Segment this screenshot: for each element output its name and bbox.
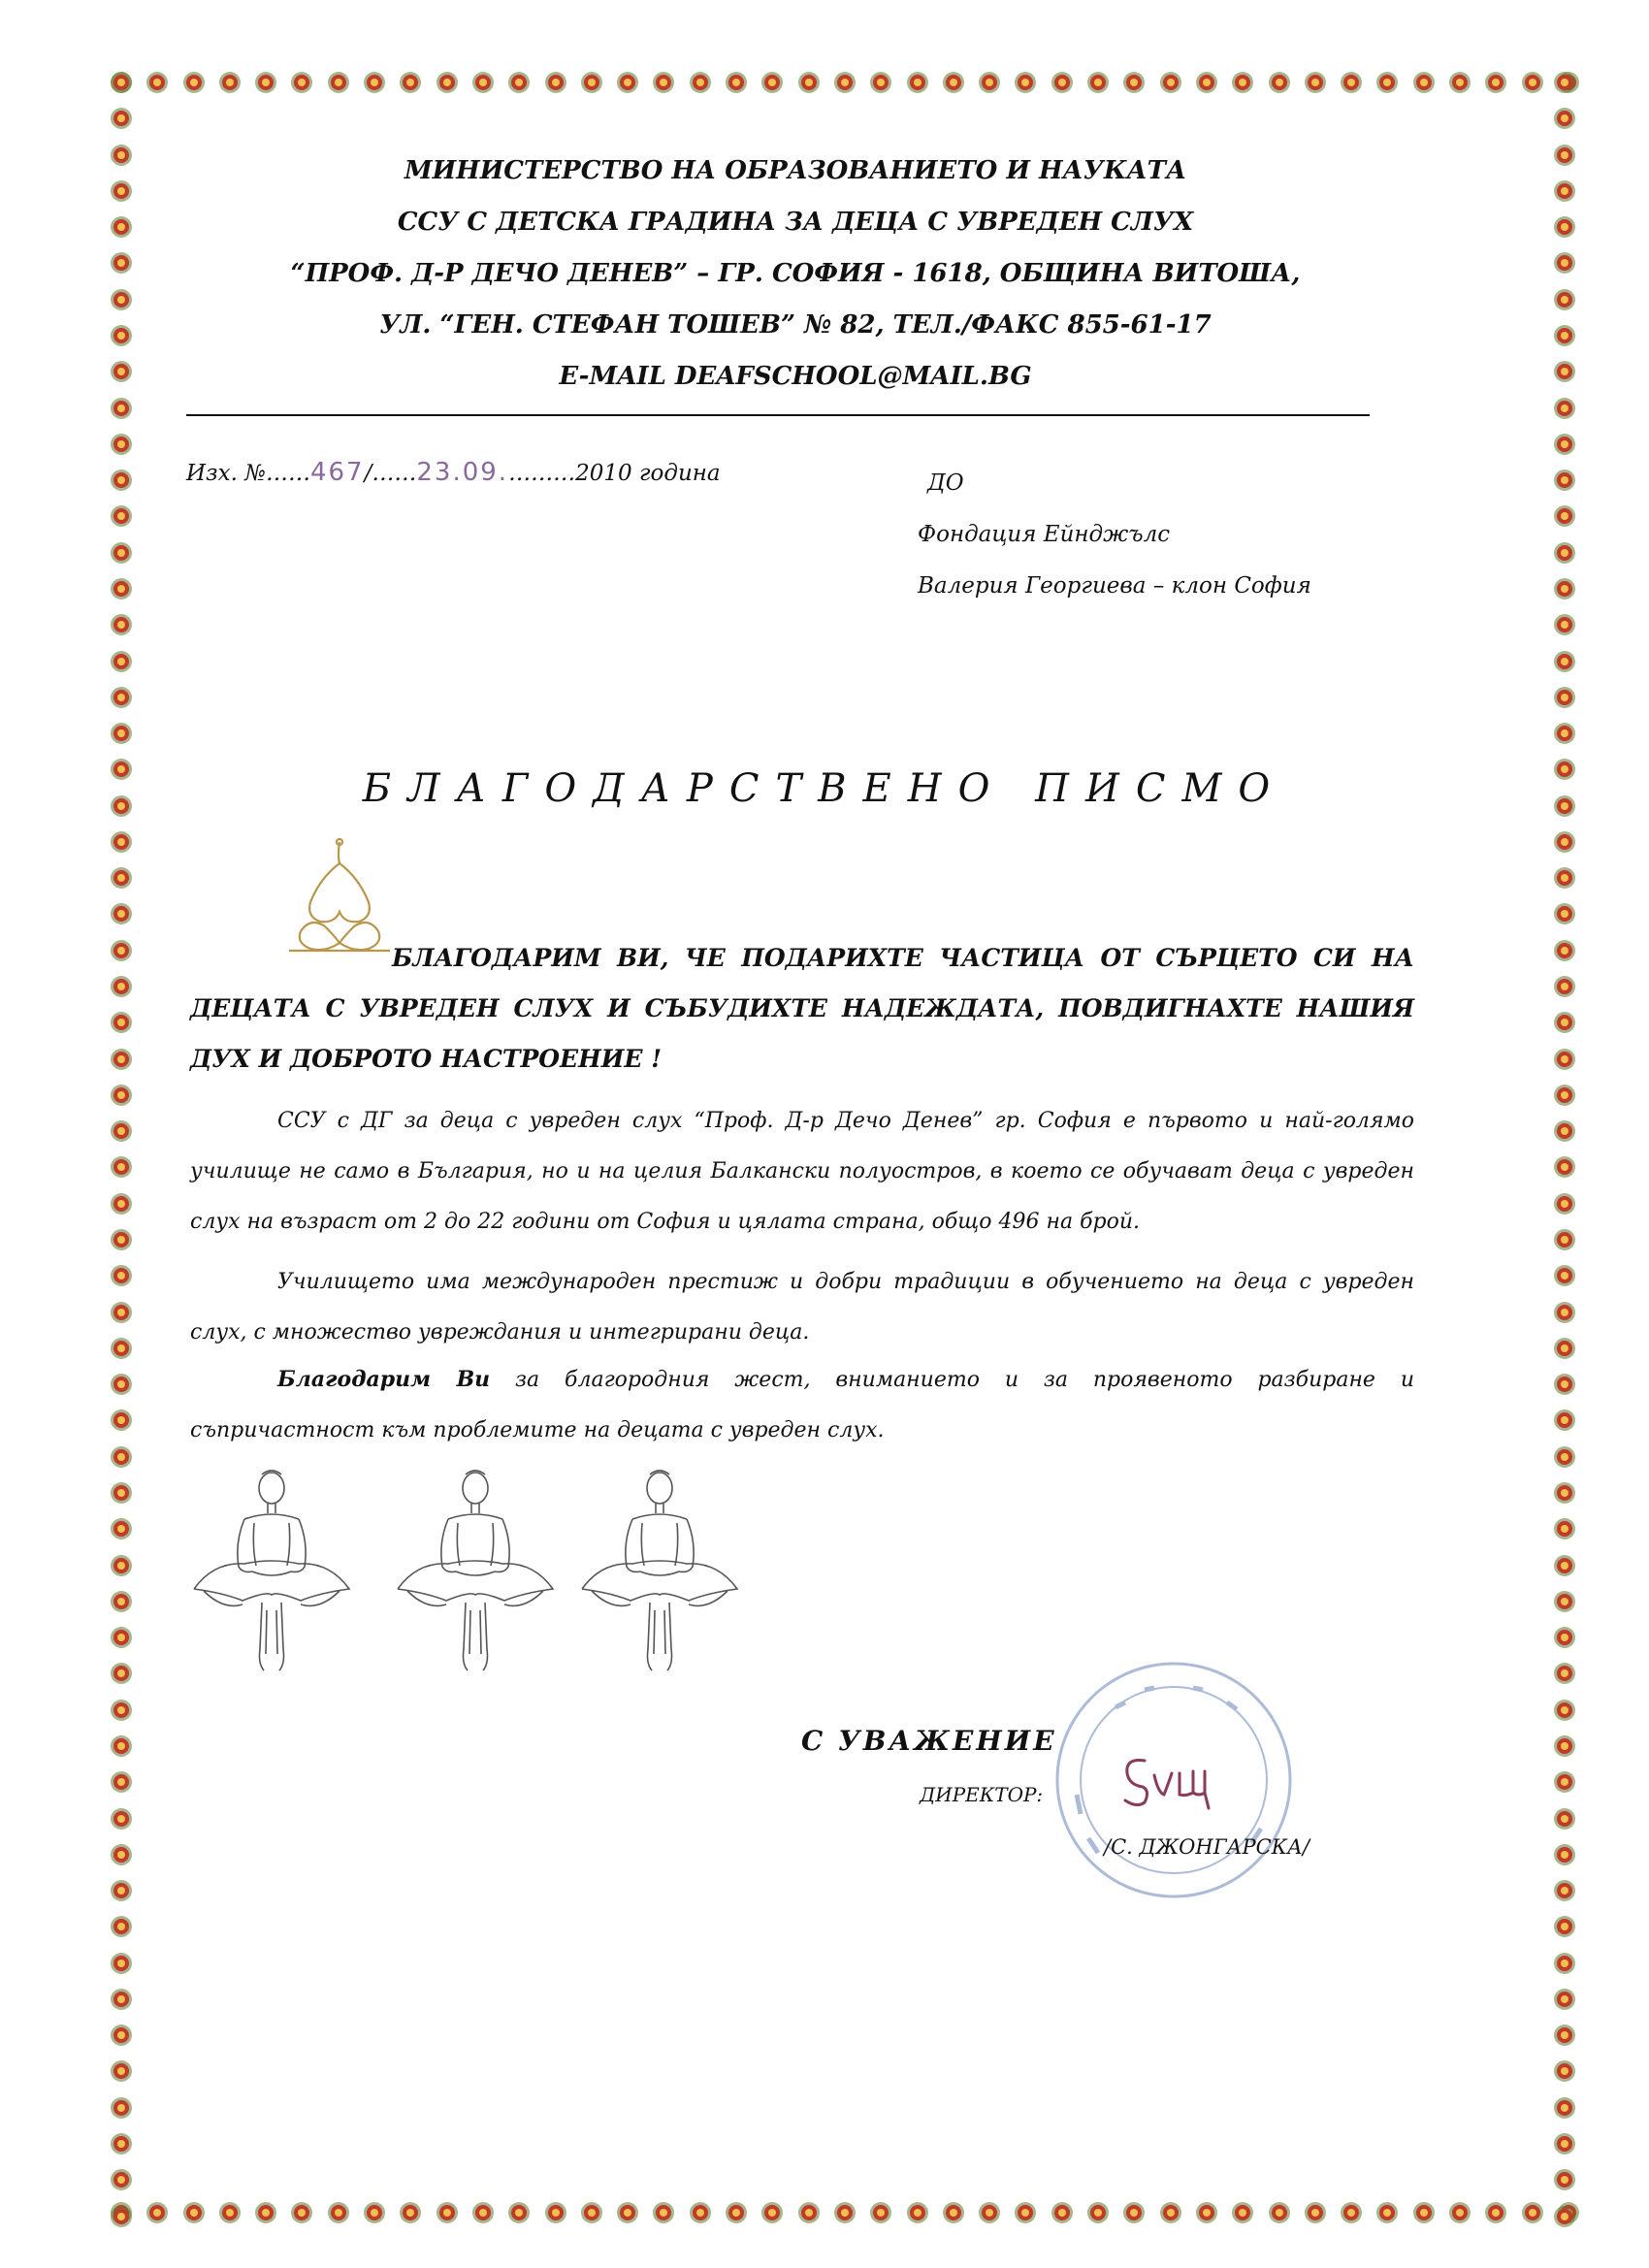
flower-icon [905, 70, 930, 95]
flower-icon [398, 70, 423, 95]
flower-icon [1158, 2200, 1183, 2225]
recipient-to: ДО [927, 470, 964, 496]
flower-icon [1552, 2131, 1577, 2156]
flower-icon [1303, 2200, 1328, 2225]
flower-icon [1552, 1010, 1577, 1035]
flower-icon [109, 1516, 134, 1541]
flower-icon [977, 2200, 1002, 2225]
flower-icon [1194, 70, 1219, 95]
flower-icon [1303, 70, 1328, 95]
flower-icon [1552, 1987, 1577, 2012]
flower-icon [688, 2200, 713, 2225]
flower-icon [1085, 2200, 1111, 2225]
flower-icon [109, 2095, 134, 2121]
flower-icon [1552, 1625, 1577, 1650]
flower-icon [109, 1661, 134, 1686]
flower-icon [868, 2200, 893, 2225]
ballerinas-illustration [184, 1453, 747, 1744]
flower-icon [109, 612, 134, 637]
flower-icon [1552, 2204, 1577, 2229]
flower-icon [1552, 1083, 1577, 1108]
flower-icon [651, 2200, 676, 2225]
flower-icon [1267, 2200, 1292, 2225]
flower-icon [1374, 70, 1400, 95]
flower-icon [470, 2200, 496, 2225]
reference-prefix: Изх. № [186, 461, 266, 486]
flower-icon [109, 1625, 134, 1650]
flower-icon [941, 70, 966, 95]
flower-icon [109, 974, 134, 999]
flower-icon [181, 70, 207, 95]
flower-icon [109, 2023, 134, 2048]
flower-icon [1552, 1914, 1577, 1939]
flower-icon [326, 2200, 351, 2225]
flower-icon [1374, 2200, 1400, 2225]
flower-icon [1552, 106, 1577, 131]
flower-icon [1552, 1408, 1577, 1433]
flower-icon [615, 70, 640, 95]
flower-icon [109, 1480, 134, 1506]
flower-icon [109, 865, 134, 891]
letterhead-address-phone: УЛ. “ГЕН. СТЕФАН ТОШЕВ” № 82, ТЕЛ./ФАКС 855-61-17 [379, 310, 1212, 340]
paragraph-prestige-text: Училището има международен престиж и добри традиции в обучението на деца с увреден слух, с множество увреждания и интегрирани деца. [190, 1270, 1414, 1345]
flower-icon [109, 432, 134, 457]
flower-icon [109, 70, 134, 95]
letterhead-email: E-MAIL DEAFSCHOOL@MAIL.BG [559, 362, 1032, 391]
flower-icon [109, 106, 134, 131]
flower-icon [1447, 2200, 1472, 2225]
flower-icon [109, 2131, 134, 2156]
floral-border-bottom [109, 2200, 1581, 2229]
flower-icon [109, 576, 134, 601]
flower-icon [1552, 1336, 1577, 1361]
letterhead [0, 146, 1591, 403]
flower-icon [109, 1372, 134, 1397]
flower-icon [109, 1118, 134, 1144]
flower-icon [109, 938, 134, 963]
flower-icon [543, 2200, 568, 2225]
flower-icon [1552, 468, 1577, 493]
closing-salutation: С УВАЖЕНИЕ [801, 1725, 1057, 1757]
flower-icon [109, 1300, 134, 1325]
flower-icon [217, 70, 242, 95]
flower-icon [1552, 901, 1577, 926]
flower-icon [109, 468, 134, 493]
flower-icon [1552, 865, 1577, 891]
flower-icon [1552, 1516, 1577, 1541]
flower-icon [289, 70, 314, 95]
flower-icon [109, 1698, 134, 1723]
thanks-statement-text: БЛАГОДАРИМ ВИ, ЧЕ ПОДАРИХТЕ ЧАСТИЦА ОТ СЪРЦЕТО СИ НА ДЕЦАТА С УВРЕДЕН СЛУХ И СЪБУДИХТЕ НАДЕЖДАТА, ПОВДИГНАХТЕ НАШИЯ ДУХ И ДОБРОТО НАСТРОЕНИЕ ! [190, 944, 1414, 1073]
flower-icon [1552, 2095, 1577, 2121]
flower-icon [941, 2200, 966, 2225]
flower-icon [1552, 1480, 1577, 1506]
flower-icon [1552, 1951, 1577, 1976]
flower-icon [1552, 974, 1577, 999]
flower-icon [109, 1227, 134, 1252]
flower-icon [109, 1842, 134, 1867]
flower-icon [1230, 2200, 1255, 2225]
director-label: ДИРЕКТОР: [920, 1783, 1044, 1806]
flower-icon [398, 2200, 423, 2225]
flower-icon [1121, 70, 1147, 95]
flower-icon [1013, 70, 1038, 95]
flower-icon [1552, 540, 1577, 566]
flower-icon [1050, 2200, 1075, 2225]
flower-icon [1447, 70, 1472, 95]
recipient-organization: Фондация Ейнджълс [918, 522, 1171, 547]
flower-icon [1552, 2167, 1577, 2192]
flower-icon [1230, 70, 1255, 95]
flower-icon [1552, 432, 1577, 457]
flower-icon [579, 70, 604, 95]
flower-icon [1552, 1553, 1577, 1578]
flower-icon [109, 1769, 134, 1795]
flower-icon [109, 1336, 134, 1361]
flower-icon [1552, 1047, 1577, 1072]
flower-icon [109, 1987, 134, 2012]
flower-icon [1552, 503, 1577, 529]
flower-icon [1411, 2200, 1437, 2225]
flower-icon [796, 70, 822, 95]
flower-icon [868, 70, 893, 95]
recipient-person: Валерия Георгиева – клон София [918, 573, 1311, 599]
letterhead-divider [186, 414, 1370, 416]
flower-icon [109, 540, 134, 566]
flower-icon [1552, 576, 1577, 601]
flower-icon [1552, 2023, 1577, 2048]
flower-icon [724, 2200, 749, 2225]
flower-icon [1552, 1263, 1577, 1288]
flower-icon [651, 70, 676, 95]
flower-icon [1552, 1842, 1577, 1867]
outgoing-reference: Изх. №……467/……23.09.………2010 година [186, 458, 721, 487]
flower-icon [1552, 1733, 1577, 1759]
flower-icon [543, 70, 568, 95]
letterhead-name-city: “ПРОФ. Д-Р ДЕЧО ДЕНЕВ” – ГР. СОФИЯ - 1618, ОБЩИНА ВИТОША, [290, 259, 1301, 288]
flower-icon [109, 1408, 134, 1433]
flower-icon [832, 2200, 857, 2225]
flower-icon [1483, 2200, 1508, 2225]
flower-icon [109, 1553, 134, 1578]
flower-icon [253, 70, 278, 95]
flower-icon [1552, 1878, 1577, 1903]
flower-icon [470, 70, 496, 95]
director-name: /С. ДЖОНГАРСКА/ [1104, 1835, 1310, 1859]
flower-icon [1013, 2200, 1038, 2225]
letterhead-ministry: МИНИСТЕРСТВО НА ОБРАЗОВАНИЕТО И НАУКАТА [404, 156, 1187, 185]
flower-icon [109, 1589, 134, 1614]
letter-title: БЛАГОДАРСТВЕНО ПИСМО [362, 766, 1287, 811]
flower-icon [435, 2200, 460, 2225]
reference-year: 2010 година [575, 461, 721, 486]
flower-icon [1552, 1227, 1577, 1252]
flower-icon [109, 1914, 134, 1939]
flower-icon [362, 2200, 387, 2225]
flower-icon [1552, 1444, 1577, 1470]
flower-icon [760, 2200, 785, 2225]
flower-icon [1552, 1769, 1577, 1795]
flower-icon [1552, 649, 1577, 674]
paragraph-school-info-text: ССУ с ДГ за деца с увреден слух “Проф. Д-р Дечо Денев” гр. София е първото и най-голямо училище не само в България, но и на целия Балкански полуостров, в което се обучават деца с увреден слух на възраст от 2 до 22 години от София и цялата страна, общо 496 на брой. [190, 1109, 1414, 1234]
flower-icon [109, 2204, 134, 2229]
flower-icon [109, 649, 134, 674]
flower-icon [1339, 2200, 1364, 2225]
flower-icon [109, 1191, 134, 1216]
flower-icon [1552, 1698, 1577, 1723]
flower-icon [1552, 612, 1577, 637]
flower-icon [1552, 2058, 1577, 2084]
flower-icon [1339, 70, 1364, 95]
flower-icon [1050, 70, 1075, 95]
flower-icon [506, 2200, 532, 2225]
flower-icon [109, 1951, 134, 1976]
flower-icon [109, 1263, 134, 1288]
flower-icon [1552, 70, 1577, 95]
flower-icon [1552, 1191, 1577, 1216]
flower-icon [1483, 70, 1508, 95]
flower-icon [109, 829, 134, 855]
flower-icon [1552, 1589, 1577, 1614]
flower-icon [362, 70, 387, 95]
flower-icon [905, 2200, 930, 2225]
paragraph-gratitude [190, 1354, 1414, 1456]
flower-icon [1552, 1154, 1577, 1180]
flower-icon [1121, 2200, 1147, 2225]
reference-separator: / [364, 461, 372, 486]
flower-icon [579, 2200, 604, 2225]
flower-icon [435, 70, 460, 95]
flower-icon [1552, 1300, 1577, 1325]
paragraph-school-info [190, 1096, 1414, 1247]
flower-icon [109, 901, 134, 926]
flower-icon [977, 70, 1002, 95]
flower-icon [1194, 2200, 1219, 2225]
flower-icon [1267, 70, 1292, 95]
flower-icon [1520, 2200, 1545, 2225]
flower-icon [832, 70, 857, 95]
flower-icon [760, 70, 785, 95]
flower-icon [1552, 685, 1577, 710]
flower-icon [688, 70, 713, 95]
thanks-statement [190, 933, 1414, 1085]
flower-icon [506, 70, 532, 95]
flower-icon [109, 721, 134, 746]
flower-icon [615, 2200, 640, 2225]
handwritten-signature [1116, 1746, 1232, 1814]
paragraph-gratitude-text: за благородния жест, вниманието и за проявеното разбиране и съпричастност към проблемите на децата с увреден слух. [190, 1368, 1414, 1442]
flower-icon [289, 2200, 314, 2225]
paragraph-gratitude-bold: Благодарим Ви [277, 1367, 491, 1392]
flower-icon [1520, 70, 1545, 95]
flower-icon [1158, 70, 1183, 95]
flower-icon [1552, 938, 1577, 963]
recipient-block [918, 458, 1311, 612]
flower-icon [1552, 1806, 1577, 1831]
flower-icon [109, 685, 134, 710]
flower-icon [217, 2200, 242, 2225]
flower-icon [109, 503, 134, 529]
flower-icon [181, 2200, 207, 2225]
flower-icon [109, 2167, 134, 2192]
flower-icon [1552, 721, 1577, 746]
flower-icon [253, 2200, 278, 2225]
flower-icon [109, 1733, 134, 1759]
flower-icon [326, 70, 351, 95]
floral-border-top [109, 70, 1581, 99]
flower-icon [109, 1047, 134, 1072]
flower-icon [145, 70, 170, 95]
flower-icon [109, 1154, 134, 1180]
flower-icon [1411, 70, 1437, 95]
flower-icon [109, 1010, 134, 1035]
flower-icon [145, 2200, 170, 2225]
flower-icon [796, 2200, 822, 2225]
flower-icon [1552, 1118, 1577, 1144]
flower-icon [1552, 1372, 1577, 1397]
letterhead-school: ССУ С ДЕТСКА ГРАДИНА ЗА ДЕЦА С УВРЕДЕН СЛУХ [397, 208, 1194, 237]
flower-icon [109, 1806, 134, 1831]
flower-icon [724, 70, 749, 95]
flower-icon [109, 1083, 134, 1108]
flower-icon [109, 1878, 134, 1903]
paragraph-prestige [190, 1257, 1414, 1358]
reference-date: 23.09. [416, 458, 509, 487]
flower-icon [109, 1444, 134, 1470]
flower-icon [1552, 829, 1577, 855]
flower-icon [109, 2058, 134, 2084]
flower-icon [1085, 70, 1111, 95]
flower-icon [1552, 1661, 1577, 1686]
reference-number: 467 [309, 458, 365, 487]
